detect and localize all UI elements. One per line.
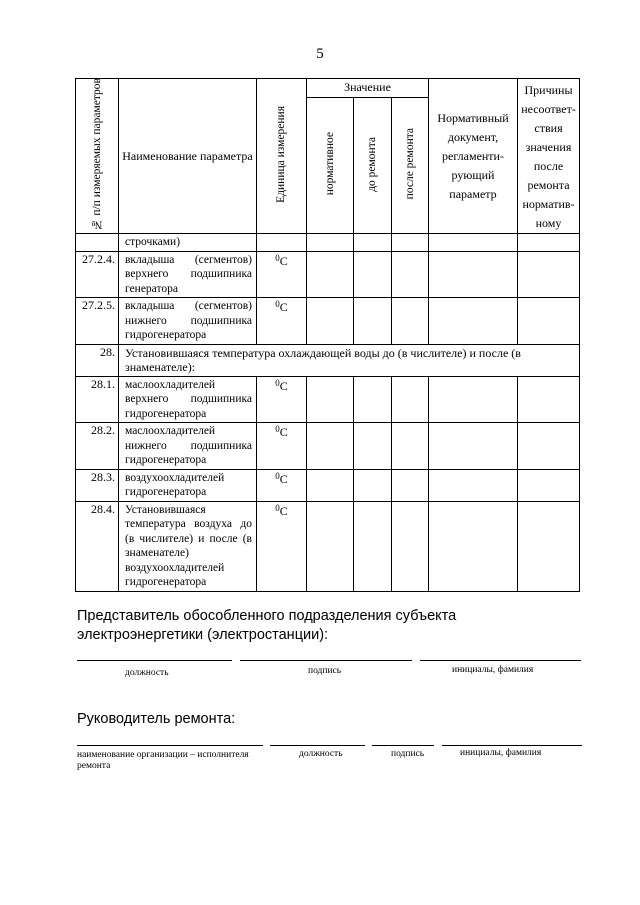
unit-celsius: $^0$C: [257, 423, 307, 470]
caption-position: должность: [125, 668, 169, 678]
header-normative-doc: Нормативный документ, регламенти-рующий параметр: [429, 79, 518, 234]
signature-line: [420, 660, 581, 661]
page-number: 5: [316, 46, 324, 62]
parameters-table: [75, 78, 580, 592]
header-unit: Единица измерения: [257, 79, 307, 234]
signature-line: [77, 745, 263, 746]
unit-celsius: $^0$C: [257, 501, 307, 591]
header-name: Наименование параметра: [119, 79, 257, 234]
table-row: 28.4. Установившаяся температура воздуха до (в числителе) и после (в знаменателе) воздухоохладителей гидрогенератора $^0$C: [76, 501, 580, 591]
signature-line: [240, 660, 412, 661]
signature-line: [442, 745, 582, 746]
repair-head-title: Руководитель ремонта:: [77, 711, 236, 727]
signature-line: [77, 660, 232, 661]
header-after: после ремонта: [392, 97, 429, 233]
caption-organization: наименование организации – исполнителя ремонта: [77, 750, 249, 771]
unit-celsius: $^0$C: [257, 298, 307, 345]
caption-name: инициалы, фамилия: [452, 665, 534, 675]
caption-position: должность: [299, 749, 343, 759]
caption-name: инициалы, фамилия: [460, 748, 542, 758]
table-row: 28. Установившаяся температура охлаждающей воды до (в числителе) и после (в знаменателе):: [76, 344, 580, 376]
unit-celsius: $^0$C: [257, 376, 307, 423]
unit-celsius: $^0$C: [257, 251, 307, 298]
representative-title: Представитель обособленного подразделения субъекта электроэнергетики (электростанции):: [77, 608, 457, 643]
signature-line: [372, 745, 434, 746]
caption-signature: подпись: [391, 749, 425, 759]
header-num: № п/п измеряемых параметров: [76, 79, 119, 234]
table-row: строчками): [76, 234, 580, 252]
caption-signature: подпись: [308, 666, 342, 676]
unit-celsius: $^0$C: [257, 469, 307, 501]
header-nominal: нормативное: [307, 97, 354, 233]
table-row: 28.1. маслоохладителей верхнего подшипника гидрогенератора $^0$C: [76, 376, 580, 423]
header-reasons: Причины несоответ-ствия значения после ремонта норматив-ному: [518, 79, 580, 234]
table-row: 27.2.4. вкладыша (сегментов) верхнего подшипника генератора $^0$C: [76, 251, 580, 298]
table-row: 28.2. маслоохладителей нижнего подшипника гидрогенератора $^0$C: [76, 423, 580, 470]
signature-line: [270, 745, 365, 746]
table-row: 27.2.5. вкладыша (сегментов) нижнего подшипника гидрогенератора $^0$C: [76, 298, 580, 345]
table-row: 28.3. воздухоохладителей гидрогенератора $^0$C: [76, 469, 580, 501]
header-value-group: Значение: [307, 79, 429, 98]
header-before: до ремонта: [354, 97, 392, 233]
